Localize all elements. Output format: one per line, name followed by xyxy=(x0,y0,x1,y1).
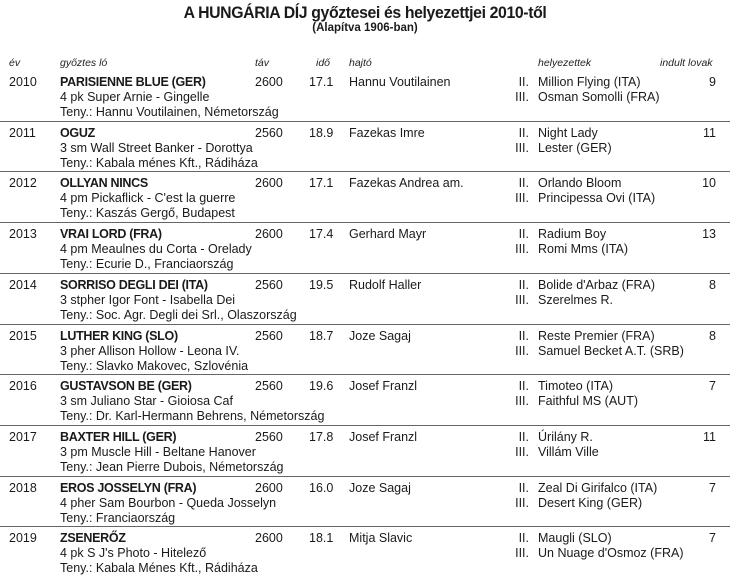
header-ido: idő xyxy=(316,57,331,69)
cell-dist: 2600 xyxy=(255,227,283,242)
cell-time: 19.6 xyxy=(309,379,334,394)
cell-winner: VRAI LORD (FRA) xyxy=(60,227,162,242)
cell-year: 2015 xyxy=(9,328,37,343)
cell-pedigree: 4 pk S J's Photo - Hitelező xyxy=(60,546,207,561)
cell-dist: 2560 xyxy=(255,328,283,343)
cell-p3label: III. xyxy=(515,394,529,409)
cell-p2label: II. xyxy=(518,125,529,140)
cell-year: 2018 xyxy=(9,480,37,495)
cell-starters: 8 xyxy=(709,277,716,292)
cell-time: 19.5 xyxy=(309,277,334,292)
cell-pedigree: 3 sm Juliano Star - Gioiosa Caf xyxy=(60,394,233,409)
row-divider xyxy=(0,324,730,325)
cell-p3: Faithful MS (AUT) xyxy=(538,394,639,409)
cell-starters: 9 xyxy=(709,75,716,89)
cell-owner: Teny.: Slavko Makovec, Szlovénia xyxy=(60,358,249,373)
cell-driver: Gerhard Mayr xyxy=(349,227,427,242)
cell-p3: Principessa Ovi (ITA) xyxy=(538,191,656,206)
cell-p2: Orlando Bloom xyxy=(538,176,622,191)
cell-driver: Mitja Slavic xyxy=(349,531,413,546)
cell-owner: Teny.: Soc. Agr. Degli dei Srl., Olaszország xyxy=(60,307,297,322)
cell-starters: 7 xyxy=(709,480,716,495)
cell-winner: OLLYAN NINCS xyxy=(60,176,148,191)
cell-dist: 2560 xyxy=(255,429,283,444)
cell-driver: Joze Sagaj xyxy=(349,480,411,495)
row-divider xyxy=(0,425,730,426)
cell-driver: Hannu Voutilainen xyxy=(349,75,451,89)
cell-p2label: II. xyxy=(518,328,529,343)
row-divider xyxy=(0,222,730,223)
cell-winner: GUSTAVSON BE (GER) xyxy=(60,379,192,394)
cell-winner: SORRISO DEGLI DEI (ITA) xyxy=(60,277,208,292)
row-divider xyxy=(0,171,730,172)
cell-starters: 7 xyxy=(709,379,716,394)
cell-starters: 11 xyxy=(703,125,716,140)
cell-p2label: II. xyxy=(518,480,529,495)
cell-year: 2011 xyxy=(9,125,36,140)
cell-p3label: III. xyxy=(515,546,529,561)
cell-p2label: II. xyxy=(518,75,529,89)
cell-year: 2013 xyxy=(9,227,37,242)
cell-p2label: II. xyxy=(518,277,529,292)
cell-time: 18.7 xyxy=(309,328,334,343)
cell-time: 18.9 xyxy=(309,125,334,140)
cell-pedigree: 4 pk Super Arnie - Gingelle xyxy=(60,90,210,104)
cell-year: 2010 xyxy=(9,75,37,89)
cell-year: 2017 xyxy=(9,429,37,444)
cell-winner: PARISIENNE BLUE (GER) xyxy=(60,75,206,89)
cell-year: 2012 xyxy=(9,176,37,191)
table-row xyxy=(0,430,730,481)
cell-p2: Timoteo (ITA) xyxy=(538,379,614,394)
table-row xyxy=(0,531,730,582)
cell-winner: LUTHER KING (SLO) xyxy=(60,328,178,343)
cell-year: 2016 xyxy=(9,379,37,394)
cell-dist: 2600 xyxy=(255,480,283,495)
cell-p3label: III. xyxy=(515,140,529,155)
cell-year: 2014 xyxy=(9,277,37,292)
header-hajto: hajtó xyxy=(349,57,372,69)
row-divider xyxy=(0,273,730,274)
row-divider xyxy=(0,121,730,122)
cell-winner: ZSENERŐZ xyxy=(60,531,126,546)
row-divider xyxy=(0,526,730,527)
cell-owner: Teny.: Kabala Ménes Kft., Rádiháza xyxy=(60,561,258,576)
cell-p2: Reste Premier (FRA) xyxy=(538,328,655,343)
cell-p2label: II. xyxy=(518,429,529,444)
row-divider xyxy=(0,374,730,375)
cell-pedigree: 4 pher Sam Bourbon - Queda Josselyn xyxy=(60,495,277,510)
cell-p2: Night Lady xyxy=(538,125,598,140)
cell-p3label: III. xyxy=(515,90,529,104)
table-row xyxy=(0,278,730,329)
cell-p2: Maugli (SLO) xyxy=(538,531,612,546)
cell-p2label: II. xyxy=(518,379,529,394)
cell-p3: Osman Somolli (FRA) xyxy=(538,90,660,104)
cell-starters: 10 xyxy=(702,176,716,191)
cell-dist: 2560 xyxy=(255,277,283,292)
cell-p2: Zeal Di Girifalco (ITA) xyxy=(538,480,658,495)
cell-p3label: III. xyxy=(515,444,529,459)
cell-p2: Radium Boy xyxy=(538,227,607,242)
cell-owner: Teny.: Dr. Karl-Hermann Behrens, Németország xyxy=(60,409,325,424)
cell-p3label: III. xyxy=(515,292,529,307)
cell-time: 17.1 xyxy=(309,75,334,89)
cell-starters: 7 xyxy=(709,531,716,546)
cell-p3label: III. xyxy=(515,343,529,358)
cell-starters: 11 xyxy=(703,429,716,444)
cell-driver: Fazekas Andrea am. xyxy=(349,176,464,191)
cell-time: 17.8 xyxy=(309,429,334,444)
header-ev: év xyxy=(9,57,21,69)
cell-dist: 2600 xyxy=(255,176,283,191)
cell-owner: Teny.: Kaszás Gergő, Budapest xyxy=(60,206,235,221)
cell-driver: Joze Sagaj xyxy=(349,328,411,343)
table-row xyxy=(0,75,730,126)
cell-winner: BAXTER HILL (GER) xyxy=(60,429,177,444)
table-row xyxy=(0,329,730,380)
page-title: A HUNGÁRIA DÍJ győztesei és helyezettjei 2010-től xyxy=(183,3,547,22)
header-helyezettek: helyezettek xyxy=(538,57,592,69)
cell-p2: Úrilány R. xyxy=(538,429,593,444)
cell-time: 17.4 xyxy=(309,227,334,242)
table-row xyxy=(0,379,730,430)
cell-p2label: II. xyxy=(518,176,529,191)
cell-pedigree: 3 sm Wall Street Banker - Dorottya xyxy=(60,140,253,155)
table-row xyxy=(0,481,730,532)
cell-dist: 2600 xyxy=(255,531,283,546)
cell-starters: 13 xyxy=(702,227,716,242)
cell-dist: 2560 xyxy=(255,379,283,394)
cell-owner: Teny.: Franciaország xyxy=(60,510,176,525)
header-indult: indult lovak xyxy=(660,57,713,69)
row-divider xyxy=(0,476,730,477)
cell-p2: Bolide d'Arbaz (FRA) xyxy=(538,277,656,292)
header-winner: győztes ló xyxy=(60,57,108,69)
cell-dist: 2560 xyxy=(255,125,283,140)
cell-p3: Samuel Becket A.T. (SRB) xyxy=(538,343,684,358)
cell-p3: Szerelmes R. xyxy=(538,292,614,307)
cell-p3label: III. xyxy=(515,495,529,510)
cell-owner: Teny.: Kabala ménes Kft., Rádiháza xyxy=(60,155,258,170)
table-row xyxy=(0,176,730,227)
header-tav: táv xyxy=(255,57,270,69)
cell-owner: Teny.: Jean Pierre Dubois, Németország xyxy=(60,459,284,474)
cell-p3label: III. xyxy=(515,191,529,206)
cell-p3: Romi Mms (ITA) xyxy=(538,242,629,257)
cell-starters: 8 xyxy=(709,328,716,343)
page-subtitle: (Alapítva 1906-ban) xyxy=(312,22,418,34)
cell-p3: Un Nuage d'Osmoz (FRA) xyxy=(538,546,684,561)
cell-pedigree: 3 pher Allison Hollow - Leona IV. xyxy=(60,343,240,358)
table-row xyxy=(0,126,730,177)
table-row xyxy=(0,227,730,278)
cell-winner: OGUZ xyxy=(60,125,95,140)
cell-owner: Teny.: Hannu Voutilainen, Németország xyxy=(60,105,279,119)
cell-time: 17.1 xyxy=(309,176,334,191)
cell-winner: EROS JOSSELYN (FRA) xyxy=(60,480,197,495)
cell-pedigree: 4 pm Meaulnes du Corta - Orelady xyxy=(60,242,252,257)
cell-p3label: III. xyxy=(515,242,529,257)
cell-pedigree: 3 pm Muscle Hill - Beltane Hanover xyxy=(60,444,256,459)
cell-p3: Villám Ville xyxy=(538,444,599,459)
cell-p2: Million Flying (ITA) xyxy=(538,75,641,89)
cell-p2label: II. xyxy=(518,227,529,242)
cell-p3: Desert King (GER) xyxy=(538,495,643,510)
cell-dist: 2600 xyxy=(255,75,283,89)
cell-year: 2019 xyxy=(9,531,37,546)
cell-driver: Josef Franzl xyxy=(349,429,418,444)
cell-p2label: II. xyxy=(518,531,529,546)
cell-time: 16.0 xyxy=(309,480,334,495)
cell-time: 18.1 xyxy=(309,531,334,546)
cell-driver: Josef Franzl xyxy=(349,379,418,394)
cell-owner: Teny.: Ecurie D., Franciaország xyxy=(60,257,234,272)
cell-pedigree: 3 stpher Igor Font - Isabella Dei xyxy=(60,292,236,307)
cell-driver: Fazekas Imre xyxy=(349,125,425,140)
cell-p3: Lester (GER) xyxy=(538,140,612,155)
cell-driver: Rudolf Haller xyxy=(349,277,422,292)
cell-pedigree: 4 pm Pickaflick - C'est la guerre xyxy=(60,191,236,206)
